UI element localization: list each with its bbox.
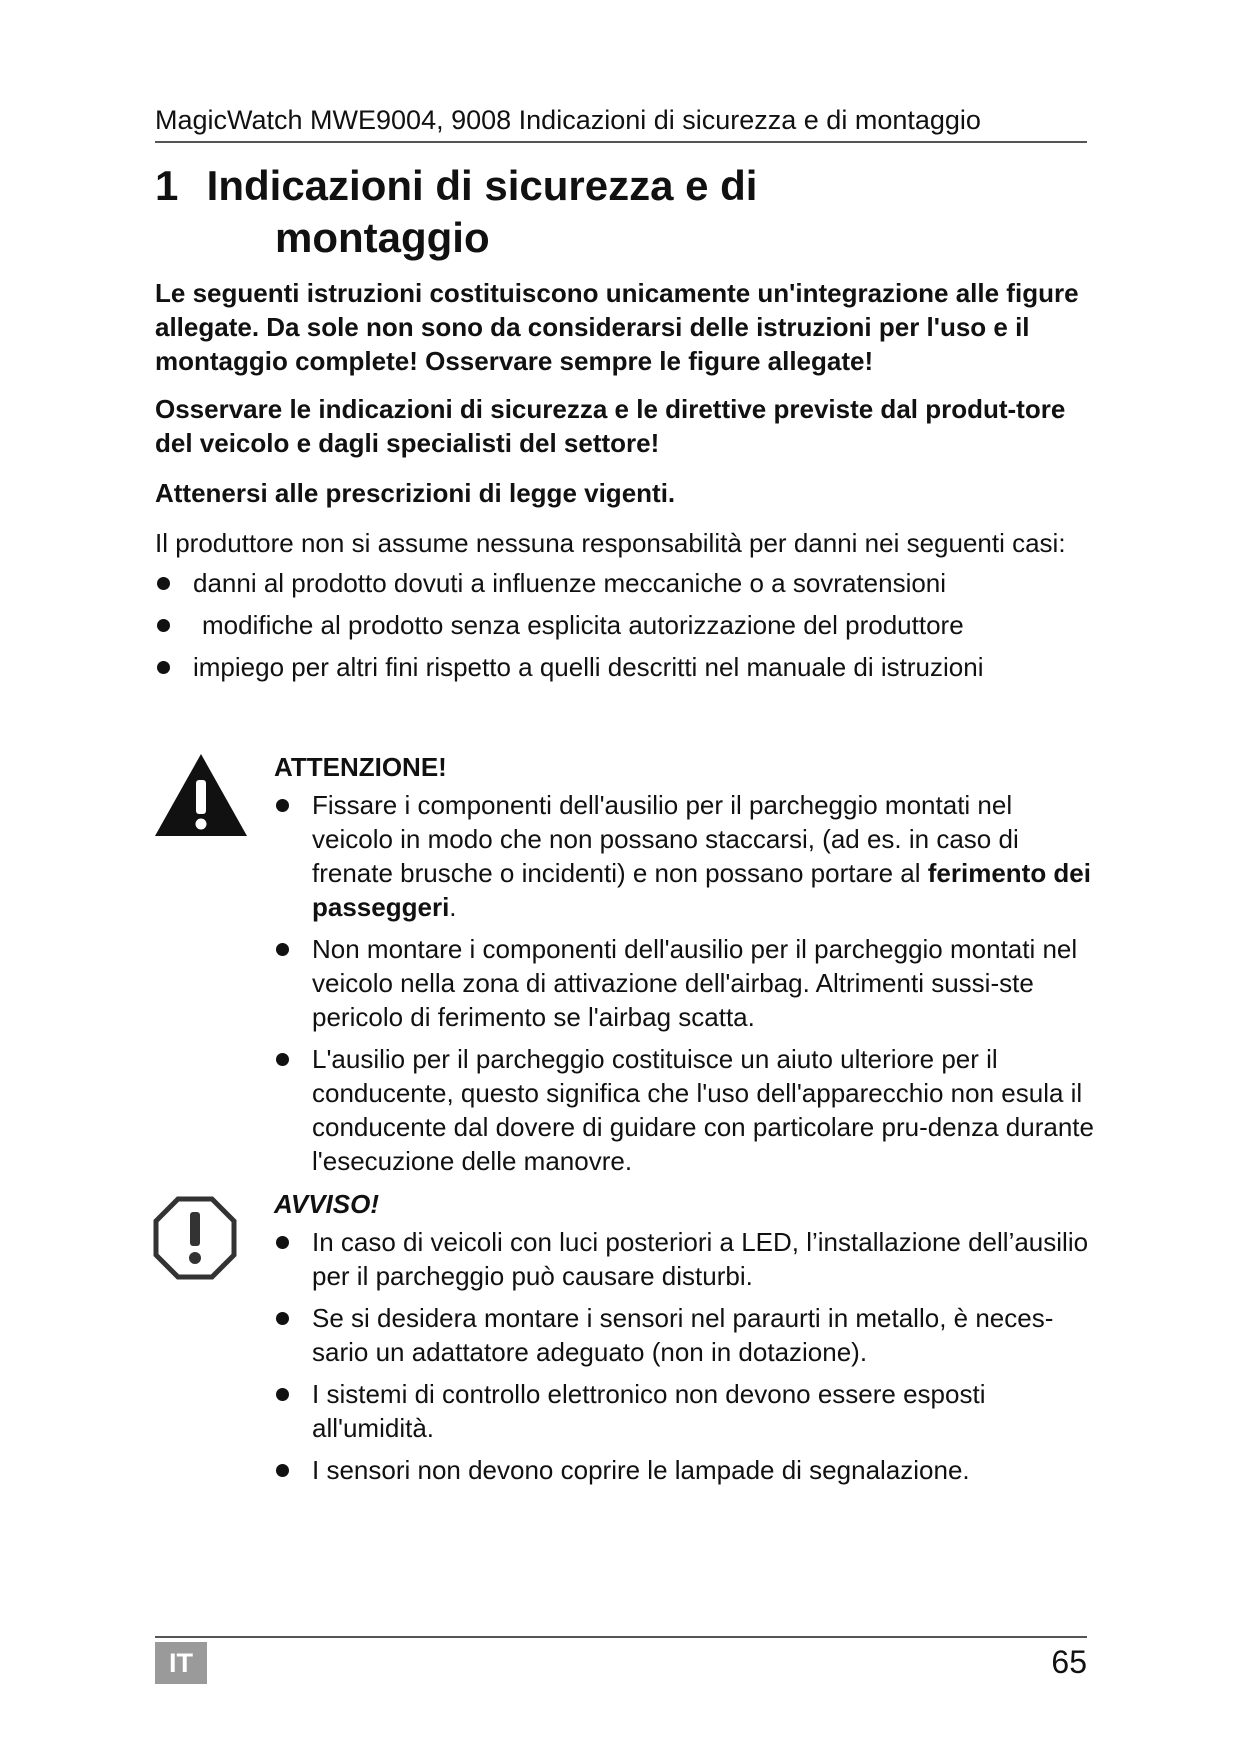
language-badge: IT — [155, 1642, 207, 1684]
liability-text: Il produttore non si assume nessuna responsabilità per danni nei seguenti casi: — [155, 528, 1066, 558]
section-title — [155, 160, 1055, 264]
notice-list — [274, 1225, 1104, 1487]
liability-list — [155, 566, 1085, 684]
section-number: 1 — [155, 162, 179, 209]
running-header: MagicWatch MWE9004, 9008 Indicazioni di sicurezza e di montaggio — [155, 103, 1087, 143]
list-item: I sistemi di controllo elettronico non devono essere esposti all'umidità. — [274, 1377, 1104, 1445]
section-title-line1: Indicazioni di sicurezza e di — [206, 162, 758, 209]
notice-title: AVVISO! — [274, 1189, 379, 1219]
warning-triangle-icon — [153, 752, 249, 838]
list-item: L'ausilio per il parcheggio costituisce un aiuto ulteriore per il conducente, questo significa che l'uso dell'apparecchio non esula il conducente dal dovere di guidare con particolare pru-denza durante l'esecuzione delle manovre. — [274, 1042, 1094, 1178]
caution-item1-bold: ferimento dei passeggeri — [312, 858, 1091, 922]
intro-section — [155, 276, 1085, 378]
liability-section — [155, 526, 1085, 684]
list-item: I sensori non devono coprire le lampade di segnalazione. — [274, 1453, 1104, 1487]
caution-list — [274, 788, 1094, 1178]
page-number: 65 — [1051, 1644, 1087, 1680]
notice-block — [274, 1187, 1104, 1495]
caution-title: ATTENZIONE! — [274, 752, 447, 782]
intro-section-3 — [155, 476, 1085, 510]
list-item: Non montare i componenti dell'ausilio per il parcheggio montati nel veicolo nella zona di attivazione dell'airbag. Altrimenti sussi-ste pericolo di ferimento se l'airbag scatta. — [274, 932, 1094, 1034]
section-title-line2: montaggio — [275, 214, 490, 261]
list-item: impiego per altri fini rispetto a quelli descritti nel manuale di istruzioni — [155, 650, 1085, 684]
intro-bold-paragraph-1: Le seguenti istruzioni costituiscono unicamente un'integrazione alle figure allegate. Da sole non sono da considerarsi delle istruzioni per l'uso e il montaggio complete! Osservare sempre le figure allegate! — [155, 278, 1079, 376]
caution-item1-end: . — [449, 892, 457, 922]
list-item: In caso di veicoli con luci posteriori a LED, l’installazione dell’ausilio per il parcheggio può causare disturbi. — [274, 1225, 1104, 1293]
list-item: Se si desidera montare i sensori nel paraurti in metallo, è neces-sario un adattatore adeguato (non in dotazione). — [274, 1301, 1104, 1369]
intro-section-2 — [155, 392, 1085, 460]
list-item: danni al prodotto dovuti a influenze meccaniche o a sovratensioni — [155, 566, 1085, 600]
caution-block — [274, 750, 1094, 1186]
octagon-exclamation-icon — [153, 1196, 237, 1280]
intro-bold-paragraph-2: Osservare le indicazioni di sicurezza e le direttive previste dal produt-tore del veicolo e dagli specialisti del settore! — [155, 394, 1066, 458]
caution-item1-text: Fissare i componenti dell'ausilio per il parcheggio montati nel veicolo in modo che non possano staccarsi, (ad es. in caso di frenate brusche o incidenti) e non possano portare al — [312, 790, 1019, 888]
list-item: modifiche al prodotto senza esplicita autorizzazione del produttore — [155, 608, 1085, 642]
footer-divider — [155, 1636, 1087, 1638]
intro-bold-paragraph-3: Attenersi alle prescrizioni di legge vigenti. — [155, 478, 676, 508]
list-item — [274, 788, 1094, 924]
